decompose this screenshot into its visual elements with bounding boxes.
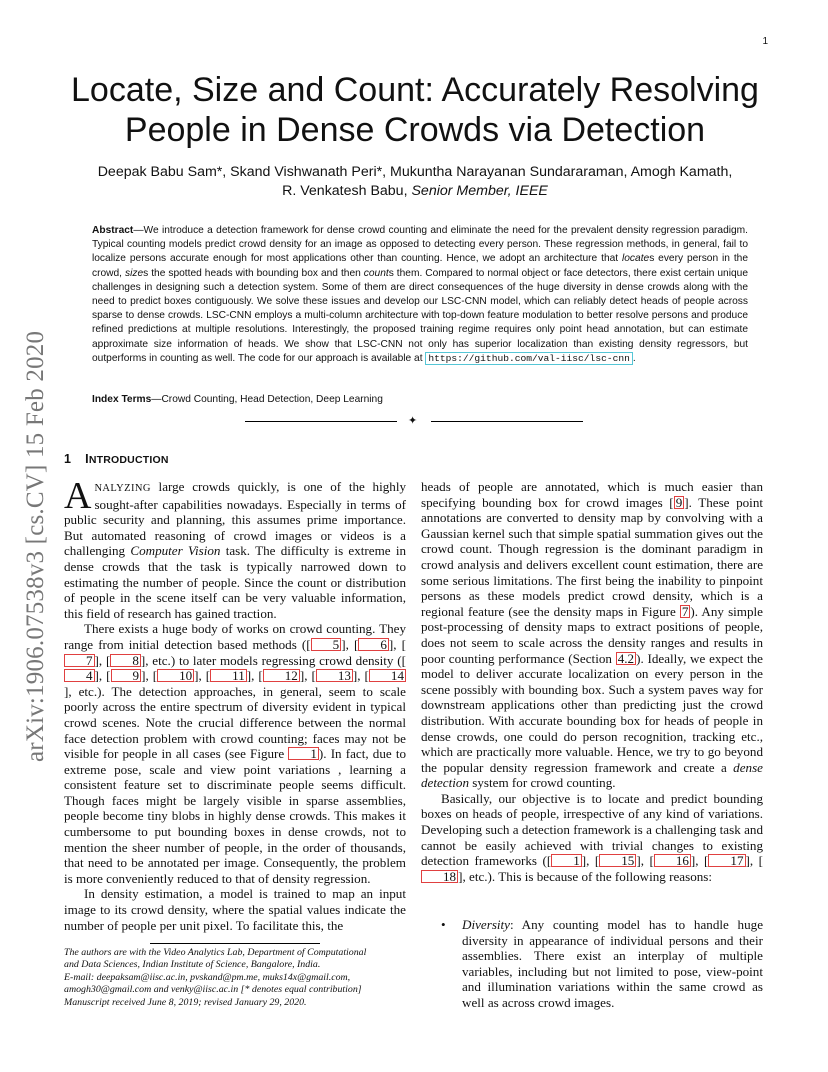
body-text: There exists a huge body of works on crowd counting. They range from initial detection based methods ([ (64, 621, 406, 652)
paragraph: In density estimation, a model is trained to map an input image to its crowd density, where the spatial values indicate the number of people per unit pixel. To facilitate this, the (64, 886, 406, 933)
body-text: ). In fact, due to extreme pose, scale and view point variations , learning a consistent feature set to discriminate people seems difficult. Though faces might be largely visible in sparse assemblies, people become tiny blobs in highly dense crowds. This makes it cumbersome to put bounding boxes in dense crowds, not to mention the sheer number of people, in the order of thousands, that need to be annotated per image. Consequently, the problem is more conveniently reduced to that of density regression. (64, 746, 407, 886)
section-link[interactable]: 4.2 (617, 650, 635, 666)
separator-line-right (431, 421, 583, 422)
paragraph (64, 475, 407, 621)
left-column (64, 475, 407, 933)
body-text: ], [ (246, 668, 263, 684)
title-line-2: People in Dense Crowds via Detection (124, 111, 706, 149)
footnote-line: Manuscript received June 8, 2019; revised January 29, 2020. (64, 996, 307, 1008)
citation-link[interactable]: 18 (421, 870, 458, 883)
drop-cap: A (64, 475, 92, 517)
abstract (92, 224, 748, 366)
separator-star-icon: ✦ (408, 415, 418, 427)
abstract-emph: locate (622, 253, 650, 265)
section-title-initial: I (85, 452, 89, 466)
figure-link[interactable]: 1 (288, 747, 319, 760)
abstract-label: Abstract (92, 225, 134, 236)
code-repository-link[interactable]: https://github.com/val-iisc/lsc-cnn (425, 352, 633, 365)
body-text: system for crowd counting. (469, 775, 616, 791)
citation-link[interactable]: 13 (316, 669, 353, 682)
citation-link[interactable]: 11 (210, 669, 247, 682)
citation-link[interactable]: 12 (263, 669, 300, 682)
citation-link[interactable]: 14 (369, 669, 406, 682)
footnote-line: amogh30@gmail.com and venky@iisc.ac.in [* denotes equal contribution] (64, 984, 362, 996)
body-text: task. The difficulty is extreme in dense crowds that the task is typically narrowed down to estimating the number of people. Since the count or distribution of people in the scene itself can be very valuable information, this field of research has gained traction. (64, 543, 407, 621)
abstract-text: s the spotted heads with bounding box and then (143, 267, 364, 279)
paragraph (421, 791, 763, 885)
paragraph (421, 479, 763, 791)
authors-line-1: Deepak Babu Sam*, Skand Vishwanath Peri*, Mukuntha Narayanan Sundararaman, Amogh Kamath, (97, 164, 733, 180)
abstract-text: s every person in the crowd, (92, 253, 748, 279)
footnote-line: E-mail: deepaksam@iisc.ac.in, pvskand@pm.me, muks14x@gmail.com, (64, 971, 351, 983)
index-terms-text: —Crowd Counting, Head Detection, Deep Learning (151, 394, 383, 405)
author-list (60, 163, 770, 201)
body-text: ], etc.). This is because of the following reasons: (458, 868, 713, 884)
figure-link[interactable]: 7 (681, 603, 689, 619)
body-text: ], etc.) to later models regressing crowd density ([ (140, 652, 406, 668)
citation-link[interactable]: 15 (599, 854, 636, 867)
body-text: ], [ (299, 668, 316, 684)
index-terms-label: Index Terms (92, 394, 152, 405)
abstract-dash: — (133, 225, 144, 236)
body-text: ]. These point annotations are converted to density map by convolving with a Gaussian kernel such that simple spatial summation gives out the crowd count. Though regression is the dominant paradigm in crowd analysis and delivers excellent count estimation, there are some serious limitations. The first being the inability to pinpoint persons as these models predict crowd density, which is a regional feature (see the density maps in Figure (421, 494, 764, 619)
body-text: ], [ (388, 636, 406, 652)
bullet-item (462, 917, 763, 1011)
citation-link[interactable]: 17 (708, 854, 745, 867)
emphasis-text: Computer Vision (130, 543, 221, 559)
footnote-line: and Data Sciences, Indian Institute of Science, Bangalore, India. (64, 959, 321, 971)
citation-link[interactable]: 4 (64, 669, 95, 682)
footnote (64, 947, 406, 1009)
citation-link[interactable]: 9 (675, 494, 683, 510)
body-text: ], [ (352, 668, 369, 684)
citation-link[interactable]: 10 (157, 669, 194, 682)
body-text: ], [ (341, 636, 359, 652)
body-text: ], [ (94, 668, 111, 684)
abstract-emph: size (125, 267, 144, 279)
right-column (421, 479, 763, 884)
paragraph (64, 621, 406, 886)
abstract-text: We introduce a detection framework for dense crowd counting and eliminate the need for the prevalent density regression paradigm. Typical counting models predict crowd density for an image as opposed to detecting every person. These regression methods, in general, fail to localize persons accurate enough for most applications other than counting. Hence, we adopt an architecture that (92, 225, 748, 265)
section-number: 1 (64, 452, 72, 466)
body-text: ], [ (636, 853, 654, 869)
emphasis-text: dense detection (421, 759, 763, 791)
index-terms (92, 393, 748, 407)
authors-line-2: R. Venkatesh Babu, (282, 183, 412, 199)
citation-link[interactable]: 1 (551, 854, 582, 867)
citation-link[interactable]: 16 (654, 854, 691, 867)
body-text: ], [ (745, 853, 763, 869)
section-heading-introduction (64, 452, 169, 466)
citation-link[interactable]: 8 (110, 654, 141, 667)
body-text: ], [ (581, 853, 600, 869)
footnote-line: The authors are with the Video Analytics Lab, Department of Computational (64, 947, 367, 958)
citation-link[interactable]: 5 (311, 638, 342, 651)
citation-link[interactable]: 9 (111, 669, 142, 682)
section-separator (245, 413, 583, 429)
bullet-label: Diversity (462, 917, 510, 932)
body-text: ). Ideally, we expect the model to deliver accurate localization on every person in the scene possibly with bounding box. Such a system paves way for downstream applications other than predicting just the crowd distribution. With accurate bounding box for heads of people in dense crowds, one could do person recognition, tracking etc., which are practically more valuable. Hence, we try to go beyond the popular density regression framework and create a (421, 650, 763, 775)
title-line-1: Locate, Size and Count: Accurately Resolving (71, 71, 759, 109)
abstract-text: . (632, 352, 636, 364)
body-text: heads of people are annotated, which is much easier than specifying bounding box for crowd images [ (421, 479, 763, 510)
bullet-list (421, 917, 763, 1011)
body-text: ], [ (141, 668, 158, 684)
section-title-rest: NTRODUCTION (88, 454, 169, 466)
body-text: ], [ (94, 652, 111, 668)
authors-membership: Senior Member, IEEE (411, 183, 548, 199)
body-text: ], etc.). The detection approaches, in general, seem to scale poorly across the entire spectrum of diversity evident in typical crowd scenes. Note the crucial difference between the normal face detection problem with crowd counting; faces may not be visible for people in all cases (see Figure (64, 683, 406, 762)
separator-line-left (245, 421, 397, 422)
body-text: large crowds quickly, is one of the highly sought-after capabilities nowadays. Especially in terms of public security and planning, this assumes prime importance. But automated reasoning of crowd images or videos is a challenging (64, 479, 406, 559)
abstract-text: s them. Compared to normal object or face detectors, there exist certain unique challenges in designing such a detection system. Some of them are direct consequences of the huge diversity in dense crowds along with the need to predict boxes contiguously. We solve these issues and develop our LSC-CNN model, which can reliably detect heads of people across sparse to dense crowds. LSC-CNN employs a multi-column architecture with top-down feature modulation to better resolve persons and produce refined predictions at multiple resolutions. Interestingly, the proposed training regime requires only point head annotation, but can estimate approximate size information of heads. We show that LSC-CNN not only has superior localization than existing density regressors, but outperforms in counting as well. The code for our approach is available at (92, 267, 748, 364)
smallcaps-word: NALYZING (94, 483, 151, 494)
page-number: 1 (762, 36, 768, 47)
body-text: ], [ (194, 668, 211, 684)
footnote-rule (150, 943, 320, 944)
bullet-icon: • (441, 917, 446, 932)
abstract-emph: count (363, 267, 389, 279)
body-text: ], [ (690, 853, 709, 869)
citation-link[interactable]: 6 (358, 638, 389, 651)
citation-link[interactable]: 7 (64, 654, 95, 667)
paper-title (60, 70, 770, 150)
bullet-text: : Any counting model has to handle huge diversity in appearance of individual persons and their assemblies. There exist an interplay of multiple variables, including but not limited to pose, view-point and illumination variations within the same crowd as well as across crowd images. (462, 917, 763, 1010)
body-text: Basically, our objective is to locate and predict bounding boxes on heads of people, irrespective of any kind of variations. Developing such a detection framework is a challenging task and cannot be easily achieved with trivial changes to existing detection frameworks ([ (421, 790, 763, 869)
arxiv-stamp: arXiv:1906.07538v3 [cs.CV] 15 Feb 2020 (22, 330, 49, 762)
body-text: ). Any simple post-processing of density maps to extract positions of people, does not seem to scale across the density ranges and results in poor counting performance (Section (421, 603, 763, 666)
